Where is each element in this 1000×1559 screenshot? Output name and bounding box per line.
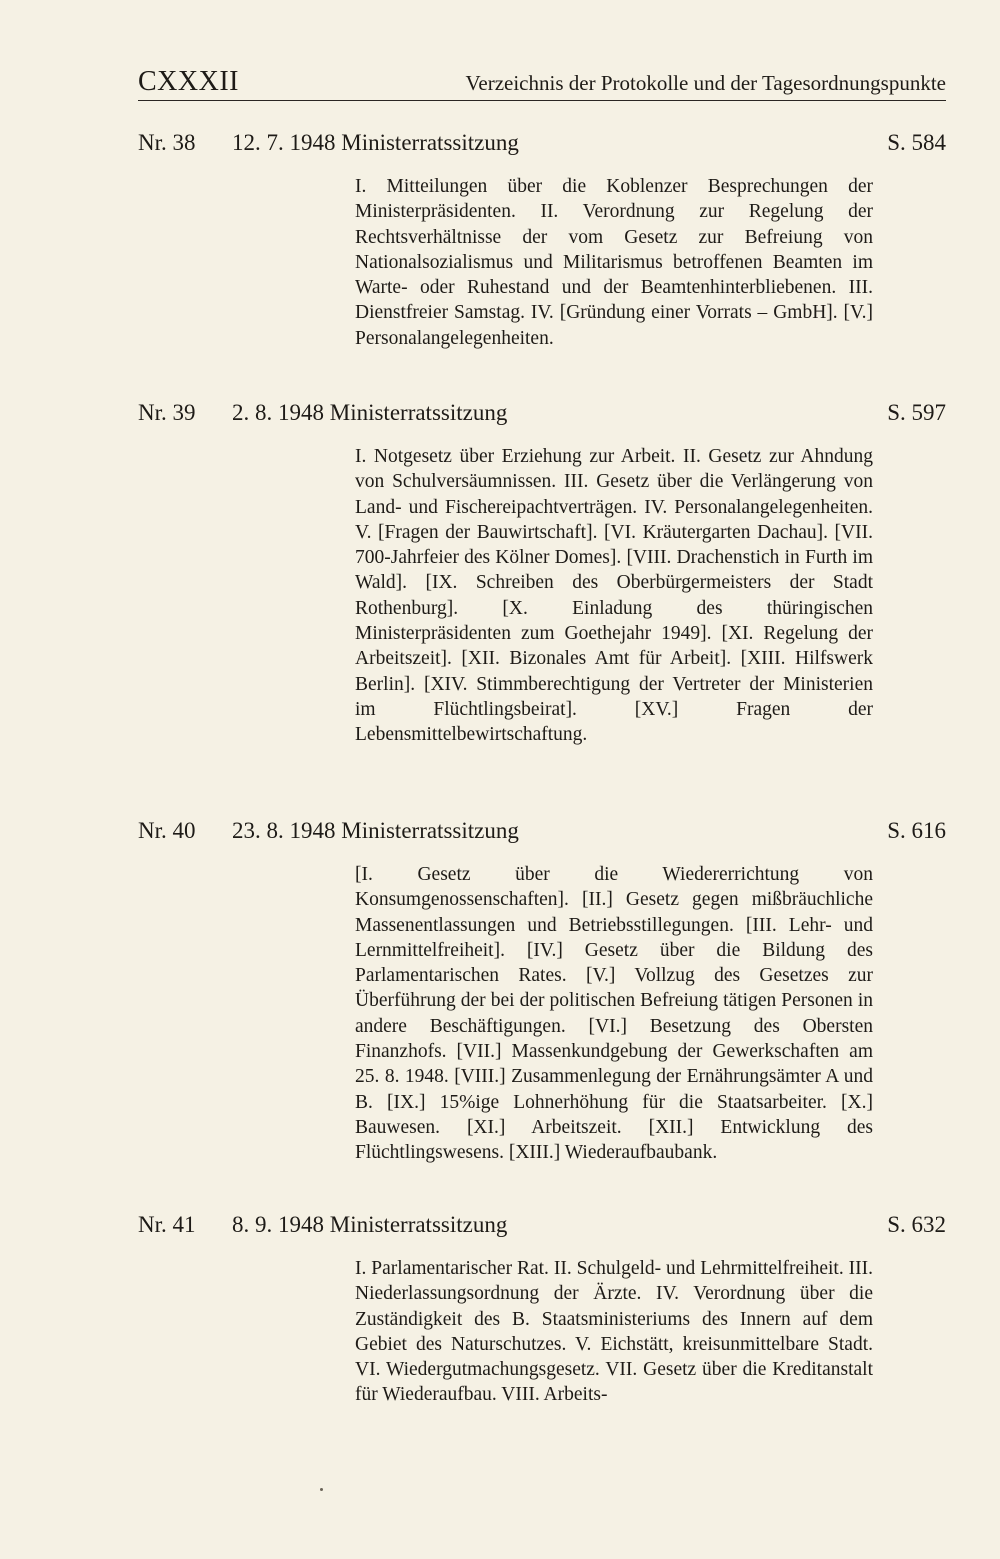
page-header	[138, 66, 946, 98]
entry-heading	[138, 400, 946, 432]
entry-heading	[138, 818, 946, 850]
entry-agenda: I. Mitteilungen über die Koblenzer Besprechungen der Ministerpräsidenten. II. Verordnung zur Regelung der Rechtsverhältnisse der vom Gesetz zur Befreiung von Nationalsozialismus und Militarismus betroffenen Beamten im Warte- oder Ruhestand und der Beamtenhinterbliebenen. III. Dienstfreier Samstag. IV. [Gründung einer Vorrats – GmbH]. [V.] Personalangelegenheiten.	[355, 176, 873, 349]
paper-speck	[320, 1488, 323, 1491]
entry-number: Nr. 39	[138, 400, 196, 425]
entry-date: 2. 8. 1948	[232, 400, 324, 425]
entry-page-ref: S. 616	[887, 818, 946, 843]
entry-date-title	[232, 818, 519, 844]
header-rule	[138, 100, 946, 101]
entry-heading	[138, 1212, 946, 1244]
entry-date-title	[232, 130, 519, 156]
entry-number: Nr. 40	[138, 818, 196, 843]
protocol-entry-41	[138, 1212, 946, 1408]
running-title: Verzeichnis der Protokolle und der Tagesordnungspunkte	[465, 71, 946, 95]
entry-title: Ministerratssitzung	[329, 400, 508, 425]
entry-page-ref: S. 632	[887, 1212, 946, 1237]
protocol-entry-39	[138, 400, 946, 748]
entry-agenda: I. Parlamentarischer Rat. II. Schulgeld- und Lehrmittelfreiheit. III. Niederlassungsordnung der Ärzte. IV. Verordnung über die Zuständigkeit des B. Staatsministeriums des Innern auf dem Gebiet des Naturschutzes. V. Eichstätt, kreisunmittelbare Stadt. VI. Wiedergutmachungsgesetz. VII. Gesetz über die Kreditanstalt für Wiederaufbau. VIII. Arbeits-	[355, 1258, 873, 1406]
protocol-entry-38	[138, 130, 946, 351]
entry-title: Ministerratssitzung	[341, 130, 519, 155]
entry-heading	[138, 130, 946, 162]
entry-title: Ministerratssitzung	[341, 818, 519, 843]
entry-date-title	[232, 400, 507, 426]
entry-date: 8. 9. 1948	[232, 1212, 324, 1237]
page-number: CXXXII	[138, 66, 239, 97]
entry-date-title	[232, 1212, 507, 1238]
entry-number: Nr. 41	[138, 1212, 196, 1237]
entry-date: 12. 7. 1948	[232, 130, 336, 155]
protocol-entry-40	[138, 818, 946, 1166]
entry-agenda: I. Notgesetz über Erziehung zur Arbeit. II. Gesetz zur Ahndung von Schulversäumnissen. III. Gesetz über die Verlängerung von Land- und Fischereipachtverträgen. IV. Personalangelegenheiten. V. [Fragen der Bauwirtschaft]. [VI. Kräutergarten Dachau]. [VII. 700-Jahrfeier des Kölner Domes]. [VIII. Drachenstich in Furth im Wald]. [IX. Schreiben des Oberbürgermeisters der Stadt Rothenburg]. [X. Einladung des thüringischen Ministerpräsidenten zum Goethejahr 1949]. [XI. Regelung der Arbeitszeit]. [XII. Bizonales Amt für Arbeit]. [XIII. Hilfswerk Berlin]. [XIV. Stimmberechtigung der Vertreter der Ministerien im Flüchtlingsbeirat]. [XV.] Fragen der Lebensmittelbewirtschaftung.	[355, 446, 873, 746]
entry-title: Ministerratssitzung	[329, 1212, 508, 1237]
entry-page-ref: S. 584	[887, 130, 946, 155]
entry-number: Nr. 38	[138, 130, 196, 155]
entry-date: 23. 8. 1948	[232, 818, 336, 843]
entry-agenda: [I. Gesetz über die Wiedererrichtung von Konsumgenossenschaften]. [II.] Gesetz gegen mißbräuchliche Massenentlassungen und Betriebsstillegungen. [III. Lehr- und Lernmittelfreiheit]. [IV.] Gesetz über die Bildung des Parlamentarischen Rates. [V.] Vollzug des Gesetzes zur Überführung der bei der politischen Befreiung tätigen Personen in andere Beschäftigungen. [VI.] Besetzung des Obersten Finanzhofs. [VII.] Massenkundgebung der Gewerkschaften am 25. 8. 1948. [VIII.] Zusammenlegung der Ernährungsämter A und B. [IX.] 15%ige Lohnerhöhung für die Staatsarbeiter. [X.] Bauwesen. [XI.] Arbeitszeit. [XII.] Entwicklung des Flüchtlingswesens. [XIII.] Wiederaufbaubank.	[355, 864, 873, 1164]
entry-page-ref: S. 597	[887, 400, 946, 425]
